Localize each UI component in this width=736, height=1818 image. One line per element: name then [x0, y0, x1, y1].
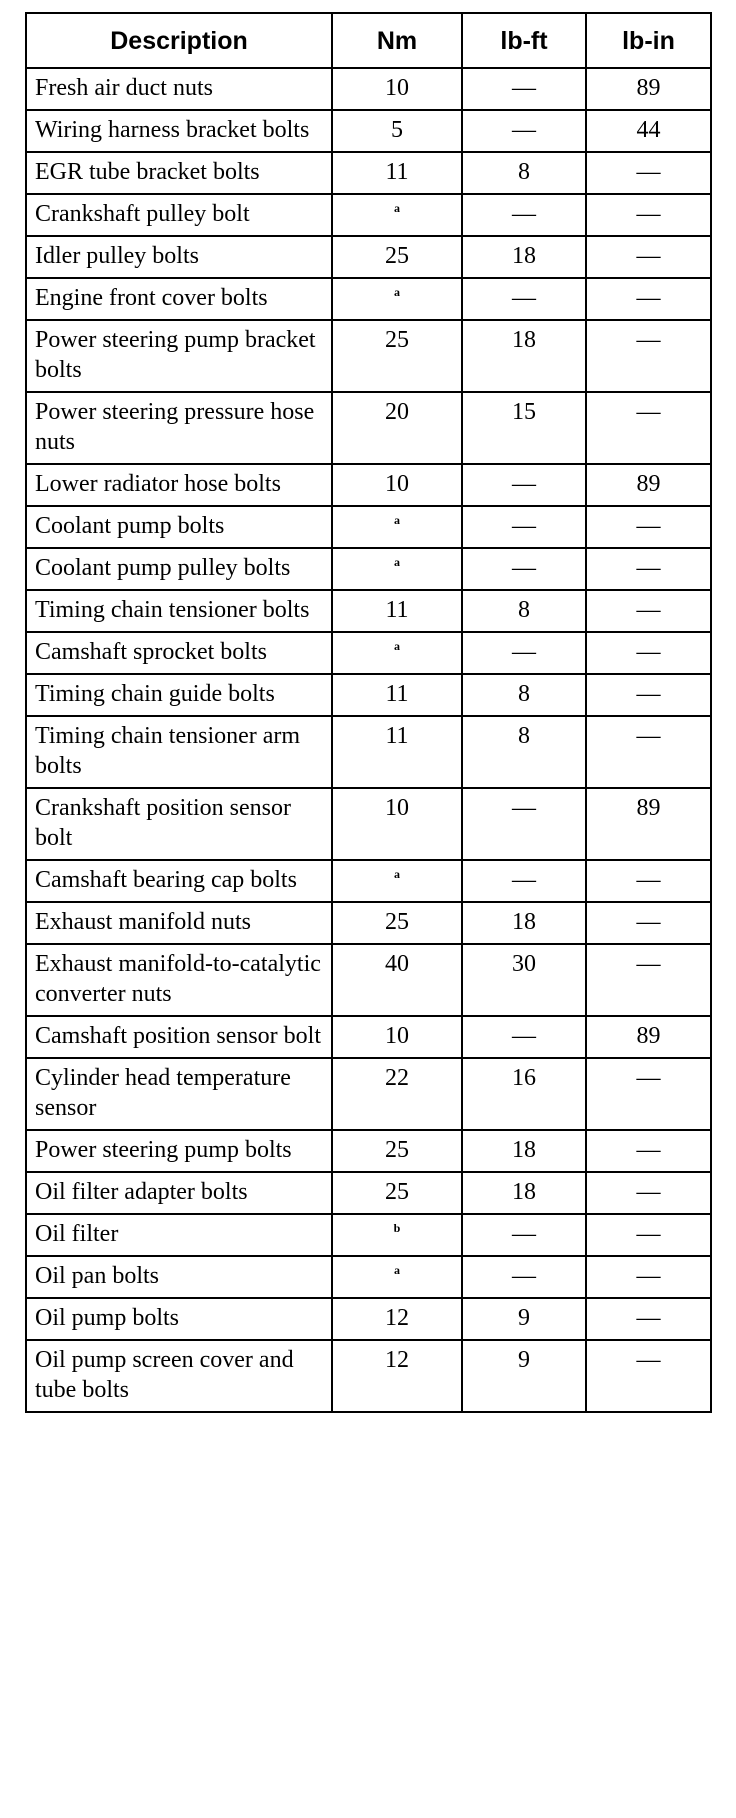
- lb-in-cell: —: [586, 1256, 711, 1298]
- table-row: [26, 944, 711, 1016]
- column-header-lb-in: lb-in: [586, 13, 711, 68]
- lb-ft-cell: —: [462, 278, 586, 320]
- nm-cell: 11: [332, 674, 462, 716]
- nm-cell: 10: [332, 788, 462, 860]
- nm-cell: [332, 1256, 462, 1298]
- lb-ft-cell: 8: [462, 716, 586, 788]
- lb-in-cell: —: [586, 236, 711, 278]
- table-row: [26, 632, 711, 674]
- lb-in-cell: —: [586, 320, 711, 392]
- table-row: [26, 674, 711, 716]
- table-row: [26, 392, 711, 464]
- description-cell: Oil pump bolts: [26, 1298, 332, 1340]
- lb-in-cell: 89: [586, 1016, 711, 1058]
- table-row: [26, 860, 711, 902]
- table-row: [26, 716, 711, 788]
- table-row: [26, 194, 711, 236]
- description-cell: Idler pulley bolts: [26, 236, 332, 278]
- description-cell: Oil pump screen cover and tube bolts: [26, 1340, 332, 1412]
- description-cell: Exhaust manifold nuts: [26, 902, 332, 944]
- nm-cell: 10: [332, 68, 462, 110]
- description-cell: Crankshaft pulley bolt: [26, 194, 332, 236]
- lb-ft-cell: —: [462, 464, 586, 506]
- lb-in-cell: —: [586, 1340, 711, 1412]
- lb-ft-cell: —: [462, 1256, 586, 1298]
- table-row: [26, 110, 711, 152]
- nm-cell: 11: [332, 590, 462, 632]
- description-cell: Oil filter adapter bolts: [26, 1172, 332, 1214]
- nm-cell: [332, 632, 462, 674]
- lb-in-cell: —: [586, 860, 711, 902]
- table-row: [26, 1256, 711, 1298]
- lb-in-cell: —: [586, 590, 711, 632]
- lb-in-cell: —: [586, 152, 711, 194]
- description-cell: Timing chain tensioner arm bolts: [26, 716, 332, 788]
- table-header-row: [26, 13, 711, 68]
- description-cell: Cylinder head temperature sensor: [26, 1058, 332, 1130]
- nm-cell: 25: [332, 320, 462, 392]
- lb-ft-cell: —: [462, 788, 586, 860]
- table-row: [26, 1340, 711, 1412]
- table-row: [26, 1016, 711, 1058]
- footnote-marker: a: [394, 513, 400, 527]
- column-header-lb-ft: lb-ft: [462, 13, 586, 68]
- lb-in-cell: —: [586, 278, 711, 320]
- description-cell: Oil pan bolts: [26, 1256, 332, 1298]
- table-row: [26, 1172, 711, 1214]
- description-cell: Engine front cover bolts: [26, 278, 332, 320]
- lb-in-cell: —: [586, 716, 711, 788]
- lb-ft-cell: 18: [462, 902, 586, 944]
- lb-ft-cell: 9: [462, 1340, 586, 1412]
- nm-cell: [332, 860, 462, 902]
- column-header-nm: Nm: [332, 13, 462, 68]
- footnote-marker: a: [394, 201, 400, 215]
- column-header-description: Description: [26, 13, 332, 68]
- table-row: [26, 548, 711, 590]
- lb-in-cell: —: [586, 194, 711, 236]
- description-cell: Lower radiator hose bolts: [26, 464, 332, 506]
- lb-in-cell: 89: [586, 464, 711, 506]
- table-row: [26, 464, 711, 506]
- description-cell: Power steering pump bracket bolts: [26, 320, 332, 392]
- lb-in-cell: —: [586, 1058, 711, 1130]
- lb-in-cell: —: [586, 632, 711, 674]
- table-row: [26, 152, 711, 194]
- lb-in-cell: 89: [586, 68, 711, 110]
- nm-cell: [332, 194, 462, 236]
- nm-cell: 5: [332, 110, 462, 152]
- nm-cell: 25: [332, 236, 462, 278]
- lb-in-cell: —: [586, 392, 711, 464]
- description-cell: Timing chain tensioner bolts: [26, 590, 332, 632]
- nm-cell: 25: [332, 1130, 462, 1172]
- footnote-marker: a: [394, 1263, 400, 1277]
- footnote-marker: a: [394, 555, 400, 569]
- table-row: [26, 1298, 711, 1340]
- nm-cell: [332, 506, 462, 548]
- lb-ft-cell: 16: [462, 1058, 586, 1130]
- lb-ft-cell: —: [462, 548, 586, 590]
- lb-ft-cell: 8: [462, 152, 586, 194]
- description-cell: Wiring harness bracket bolts: [26, 110, 332, 152]
- lb-in-cell: —: [586, 548, 711, 590]
- table-row: [26, 68, 711, 110]
- table-row: [26, 1058, 711, 1130]
- lb-ft-cell: 18: [462, 1172, 586, 1214]
- table-row: [26, 590, 711, 632]
- lb-ft-cell: —: [462, 1016, 586, 1058]
- description-cell: Coolant pump pulley bolts: [26, 548, 332, 590]
- footnote-marker: a: [394, 639, 400, 653]
- description-cell: Power steering pressure hose nuts: [26, 392, 332, 464]
- nm-cell: 10: [332, 464, 462, 506]
- nm-cell: 12: [332, 1298, 462, 1340]
- description-cell: Camshaft sprocket bolts: [26, 632, 332, 674]
- footnote-marker: a: [394, 867, 400, 881]
- description-cell: Power steering pump bolts: [26, 1130, 332, 1172]
- nm-cell: 22: [332, 1058, 462, 1130]
- table-row: [26, 1130, 711, 1172]
- lb-ft-cell: 8: [462, 590, 586, 632]
- lb-ft-cell: 15: [462, 392, 586, 464]
- footnote-marker: b: [393, 1221, 401, 1235]
- nm-cell: 12: [332, 1340, 462, 1412]
- nm-cell: 20: [332, 392, 462, 464]
- lb-ft-cell: 9: [462, 1298, 586, 1340]
- nm-cell: [332, 278, 462, 320]
- lb-in-cell: —: [586, 1172, 711, 1214]
- lb-in-cell: 44: [586, 110, 711, 152]
- table-body: [26, 68, 711, 1412]
- description-cell: Exhaust manifold-to-catalytic converter nuts: [26, 944, 332, 1016]
- nm-cell: 11: [332, 716, 462, 788]
- lb-ft-cell: 30: [462, 944, 586, 1016]
- torque-specification-table: [25, 12, 712, 1413]
- lb-ft-cell: —: [462, 194, 586, 236]
- nm-cell: 10: [332, 1016, 462, 1058]
- table-row: [26, 278, 711, 320]
- nm-cell: 25: [332, 902, 462, 944]
- description-cell: Camshaft bearing cap bolts: [26, 860, 332, 902]
- lb-ft-cell: 18: [462, 1130, 586, 1172]
- lb-ft-cell: —: [462, 860, 586, 902]
- lb-ft-cell: 18: [462, 320, 586, 392]
- lb-ft-cell: 18: [462, 236, 586, 278]
- description-cell: Camshaft position sensor bolt: [26, 1016, 332, 1058]
- table-row: [26, 788, 711, 860]
- lb-ft-cell: —: [462, 1214, 586, 1256]
- table-row: [26, 320, 711, 392]
- lb-in-cell: —: [586, 1298, 711, 1340]
- description-cell: Coolant pump bolts: [26, 506, 332, 548]
- lb-in-cell: —: [586, 944, 711, 1016]
- lb-in-cell: —: [586, 506, 711, 548]
- table-row: [26, 236, 711, 278]
- nm-cell: [332, 548, 462, 590]
- description-cell: EGR tube bracket bolts: [26, 152, 332, 194]
- table-row: [26, 1214, 711, 1256]
- lb-in-cell: —: [586, 1214, 711, 1256]
- table-row: [26, 506, 711, 548]
- lb-in-cell: 89: [586, 788, 711, 860]
- description-cell: Fresh air duct nuts: [26, 68, 332, 110]
- lb-in-cell: —: [586, 674, 711, 716]
- lb-ft-cell: 8: [462, 674, 586, 716]
- description-cell: Timing chain guide bolts: [26, 674, 332, 716]
- lb-in-cell: —: [586, 902, 711, 944]
- lb-ft-cell: —: [462, 68, 586, 110]
- nm-cell: 25: [332, 1172, 462, 1214]
- lb-ft-cell: —: [462, 506, 586, 548]
- nm-cell: 40: [332, 944, 462, 1016]
- description-cell: Crankshaft position sensor bolt: [26, 788, 332, 860]
- footnote-marker: a: [394, 285, 400, 299]
- table-row: [26, 902, 711, 944]
- nm-cell: 11: [332, 152, 462, 194]
- description-cell: Oil filter: [26, 1214, 332, 1256]
- lb-ft-cell: —: [462, 632, 586, 674]
- nm-cell: [332, 1214, 462, 1256]
- lb-in-cell: —: [586, 1130, 711, 1172]
- lb-ft-cell: —: [462, 110, 586, 152]
